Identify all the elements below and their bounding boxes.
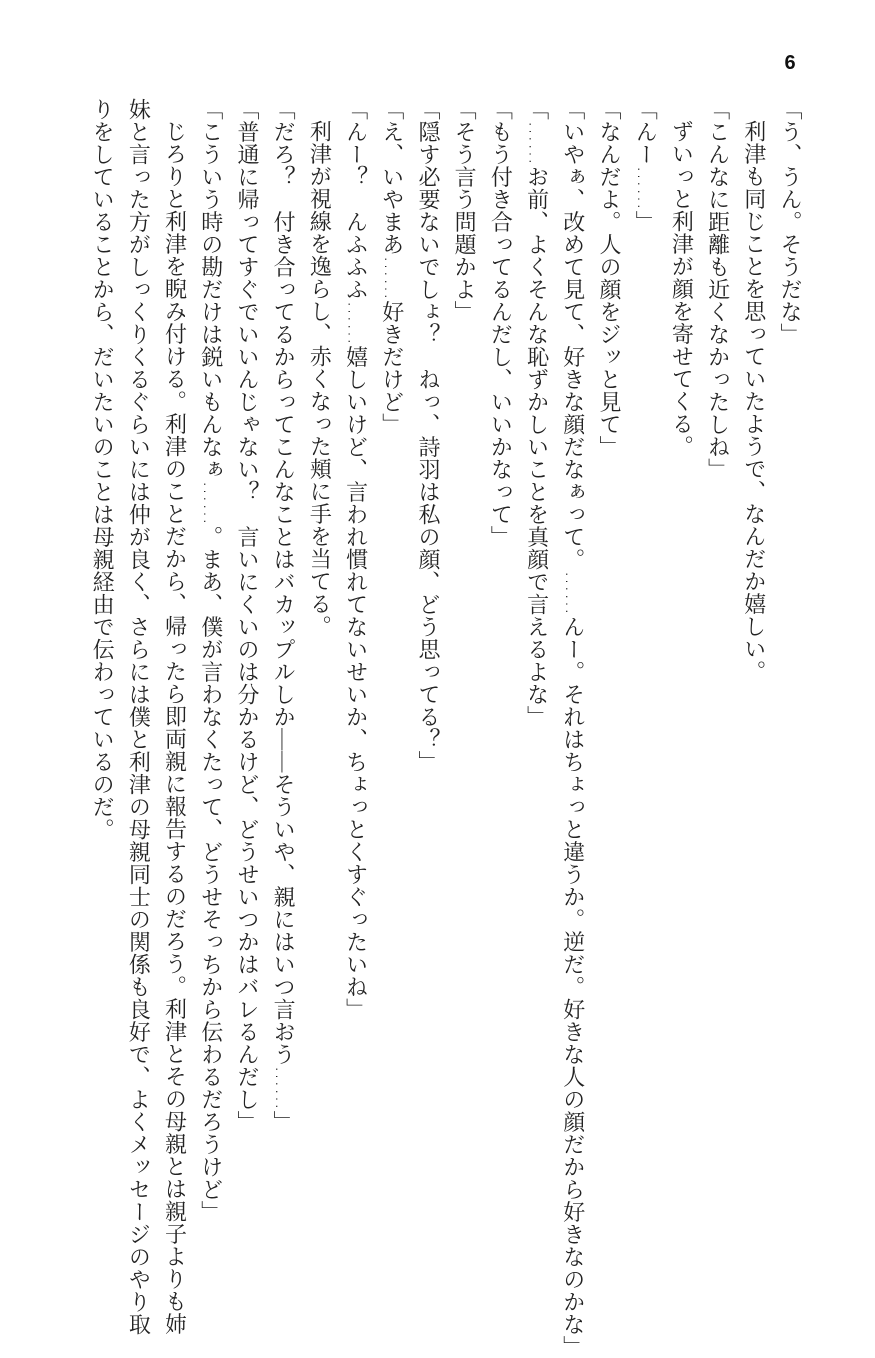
narration-continuation-line: りをしていることから、だいたいのことは母親経由で伝わっているのだ。 — [89, 98, 115, 841]
dialogue-line: 「んー……」 — [632, 98, 658, 233]
dialogue-line: 「いやぁ、改めて見て、好きな顔だなぁって。……んー。それはちょっと違うか。逆だ。好きな人の顔だから好きなのかな」 — [559, 98, 585, 1358]
dialogue-line: 「もう付き合ってるんだし、いいかなって」 — [487, 98, 513, 548]
dialogue-line: 「え、いやまあ……好きだけど」 — [378, 98, 404, 436]
dialogue-line: 「なんだよ。人の顔をジッと見て」 — [595, 98, 621, 458]
page-number: 6 — [784, 52, 796, 74]
dialogue-line: 「だろ？ 付き合ってるからってこんなことはバカップルしか――そういや、親にはいつ言おう……」 — [270, 98, 296, 1133]
dialogue-line: 「……お前、よくそんな恥ずかしいことを真顔で言えるよな」 — [523, 98, 549, 728]
dialogue-line: 「う、うん。そうだな」 — [777, 98, 802, 346]
narration-line: じろりと利津を睨み付ける。利津のことだから、帰ったら即両親に報告するのだろう。利津とその母親とは親子よりも姉 — [161, 120, 187, 1335]
narration-line: 利津も同じことを思っていたようで、なんだか嬉しい。 — [740, 120, 766, 683]
narration-line: 利津が視線を逸らし、赤くなった頬に手を当てる。 — [306, 120, 332, 638]
narration-line: ずいっと利津が顔を寄せてくる。 — [668, 120, 694, 458]
dialogue-line: 「こんなに距離も近くなかったしね」 — [704, 98, 730, 481]
dialogue-line: 「そう言う問題かよ」 — [451, 98, 477, 323]
dialogue-line: 「普通に帰ってすぐでいいんじゃない？ 言いにくいのは分かるけど、どうせいつかはバレるんだし」 — [233, 98, 259, 1133]
dialogue-line: 「こういう時の勘だけは鋭いもんなぁ……。まあ、僕が言わなくたって、どうせそっちから伝わるだろうけど」 — [197, 98, 223, 1223]
dialogue-line: 「隠す必要ないでしょ？ ねっ、詩羽は私の顔、どう思ってる？」 — [414, 98, 440, 773]
novel-text-body — [83, 98, 807, 1358]
dialogue-line: 「んー？ んふふふ……嬉しいけど、言われ慣れてないせいか、ちょっとくすぐったいね」 — [342, 98, 368, 1021]
narration-continuation-line: 妹と言った方がしっくりくるぐらいには仲が良く、さらには僕と利津の母親同士の関係も良好で、よくメッセージのやり取 — [125, 98, 151, 1336]
